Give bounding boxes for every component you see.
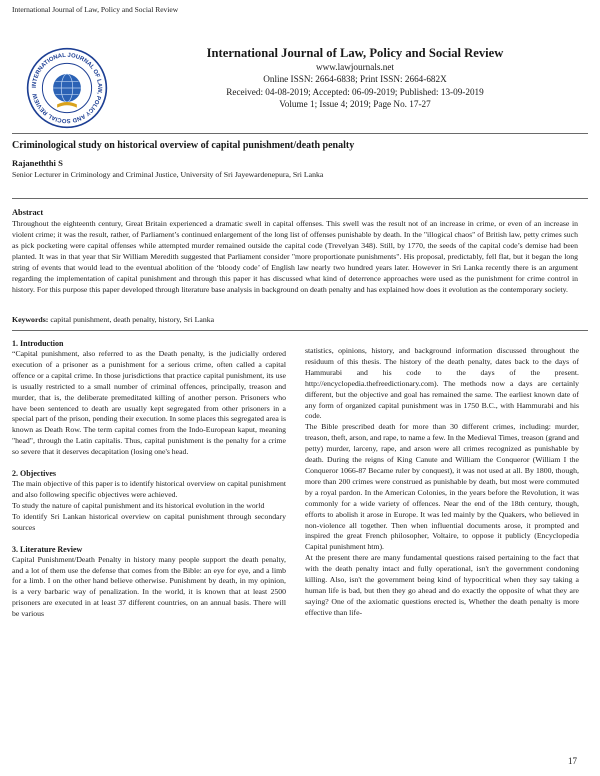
intro-heading: 1. Introduction [12,339,64,348]
journal-title: International Journal of Law, Policy and Social Review [206,46,504,60]
author-affiliation: Senior Lecturer in Criminology and Criminal Justice, University of Sri Jayewardenepura, Sri Lanka [12,170,324,179]
header-rule [12,133,588,134]
right-column [305,346,579,619]
article-author: Rajaneththi S [12,158,63,168]
objective-item-1: To study the nature of capital punishment and its historical evolution in the world [12,500,265,510]
keywords-label: Keywords: [12,315,49,324]
article-title: Criminological study on historical overview of capital punishment/death penalty [12,140,355,151]
literature-paragraph: Capital Punishment/Death Penalty in history many people support the death penalty, and a lot of them use the defense that comes from the Bible: an eye for eye, and a limb for a limb. I on the other hand believe otherwise. Punishment by death, in my opinion, is a very barbaric way of penalization. In the world, it is known that at least 2500 prisoners are executed in at least 37 different countries, on an annual basis. There will be various [12,554,286,619]
journal-masthead [130,46,580,110]
body-top-rule [12,330,588,331]
abstract-heading: Abstract [12,208,44,217]
objective-item-2: To identify Sri Lankan historical overview on capital punishment through secondary sources [12,511,286,532]
journal-website[interactable]: www.lawjournals.net [316,62,394,72]
literature-continued-paragraph-2: The Bible prescribed death for more than 30 different crimes, including: murder, treason, theft, arson, and rape, to name a few. In the Medieval Times, treason (grand and petty) murder, larceny, rape, and arson were all crimes recognized as punishable by death. During the reigns of King Canute and William the Conqueror (William I the Conqueror 1066-87 Became ruler by conquest), it was not used at all. By 1800, though, more than 200 crimes were construed as punishable by death, but most were commuted by a royal pardon. In the American Colonies, in the years before the Revolution, it was commonly for a wide variety of offences. Near the end of the 18th century, though, efforts to abolish it arose in Europe. It was led mainly by the Quakers, who believed in non-violence all together. Then when influential documents arose, it prompted and inspired the great French philosopher, Voltaire, to oppose it publicly (Encyclopedia Capital punishment htm). [305,422,579,552]
intro-paragraph: “Capital punishment, also referred to as the Death penalty, is the judicially ordered execution of a prisoner as a punishment for a serious crime, often called a capital offence or a capital crime. In those jurisdictions that practice capital punishment, its use is usually restricted to a small number of criminal offences, principally, treason and murder, that is, the deliberate premeditated killing of another person. Prisoners who have been sentenced to death are usually kept segregated from other prisoners in a special part of the prison, pending their execution. In some places this segregated area is known as Death Row. The term capital comes from the Indo-European kaput, meaning "head", through the Latin capitalis. Thus, capital punishment is the penalty for a crime so severe that it deserves decapitation (losing one's head. [12,349,286,457]
journal-issn: Online ISSN: 2664-6838; Print ISSN: 2664-682X [263,74,447,85]
literature-continued-paragraph-1: statistics, opinions, history, and background information discussed throughout the residuum of this thesis. The history of the death penalty, dates back to the days of Hammurabi and his code to the days of the present. http://encyclopedia.thefreedictionary.com). The methods now a days are certainly different, but the objective and goal has remained the same. The earliest known date of any form of organized capital punishment was in 1750 B.C., with Hammurabi and his code. [305,346,579,421]
journal-logo [26,47,108,129]
abstract-top-rule [12,198,588,199]
running-header: International Journal of Law, Policy and Social Review [12,5,179,14]
objectives-heading: 2. Objectives [12,469,56,479]
globe-icon [53,74,81,102]
logo-ring-text: INTERNATIONAL JOURNAL OF LAW, POLICY AND SOCIAL REVIEW [31,52,103,124]
keywords [12,315,214,324]
literature-continued-paragraph-3: At the present there are many fundamental questions raised pertaining to the fact that with the death penalty intact and fully operational, isn't the government condoning killing. Also, isn't the government being kind of hypocritical when they say taking a human life is bad, but then they go ahead and do exactly the opposite of what they are saying? One of the axiomatic questions erected is, Whether the death penalty is more effective than life- [305,553,579,617]
journal-volume: Volume 1; Issue 4; 2019; Page No. 17-27 [279,98,431,109]
literature-heading: 3. Literature Review [12,544,83,554]
page-number: 17 [568,756,577,766]
abstract-text: Throughout the eighteenth century, Great Britain experienced a dramatic swell in capital offenses. This swell was the result not of an increase in crime, or even of an increase in violent crime; it was the result, rather, of Parliament’s continued enlargement of the long list of offenses punishable by death. In the "illogical chaos" of British law, petty crimes such as pick pocketing were capital offenses while attempted murder remained outside the capital code (Trevelyan 348). Still, by 1770, the seeds of the capital code’s demise had been planted. It was in that year that Sir William Meredith suggested that Parliament consider "more proportionate punishments". His proposal, predictably, fell flat, but it began the long string of events that would lead to the eventual abolition of the ‘bloody code’ of English law nearly two hundred years later. However in Sri Lanka recently there is an argument regarding the implementation of capital punishment and through this paper it has discussed what kind of deterrence approaches were used as the punishment for crime control in history. For this purpose this paper developed through literature base analysis in background on death penalty and has explained how does it evolution as the contemporary society. [12,219,578,294]
left-column [12,338,286,620]
journal-dates: Received: 04-08-2019; Accepted: 06-09-2019; Published: 13-09-2019 [226,86,484,97]
objectives-paragraph: The main objective of this paper is to identify historical overview on capital punishment and also following specific objectives were achieved. [12,479,286,499]
keywords-text: capital punishment, death penalty, history, Sri Lanka [50,315,215,324]
